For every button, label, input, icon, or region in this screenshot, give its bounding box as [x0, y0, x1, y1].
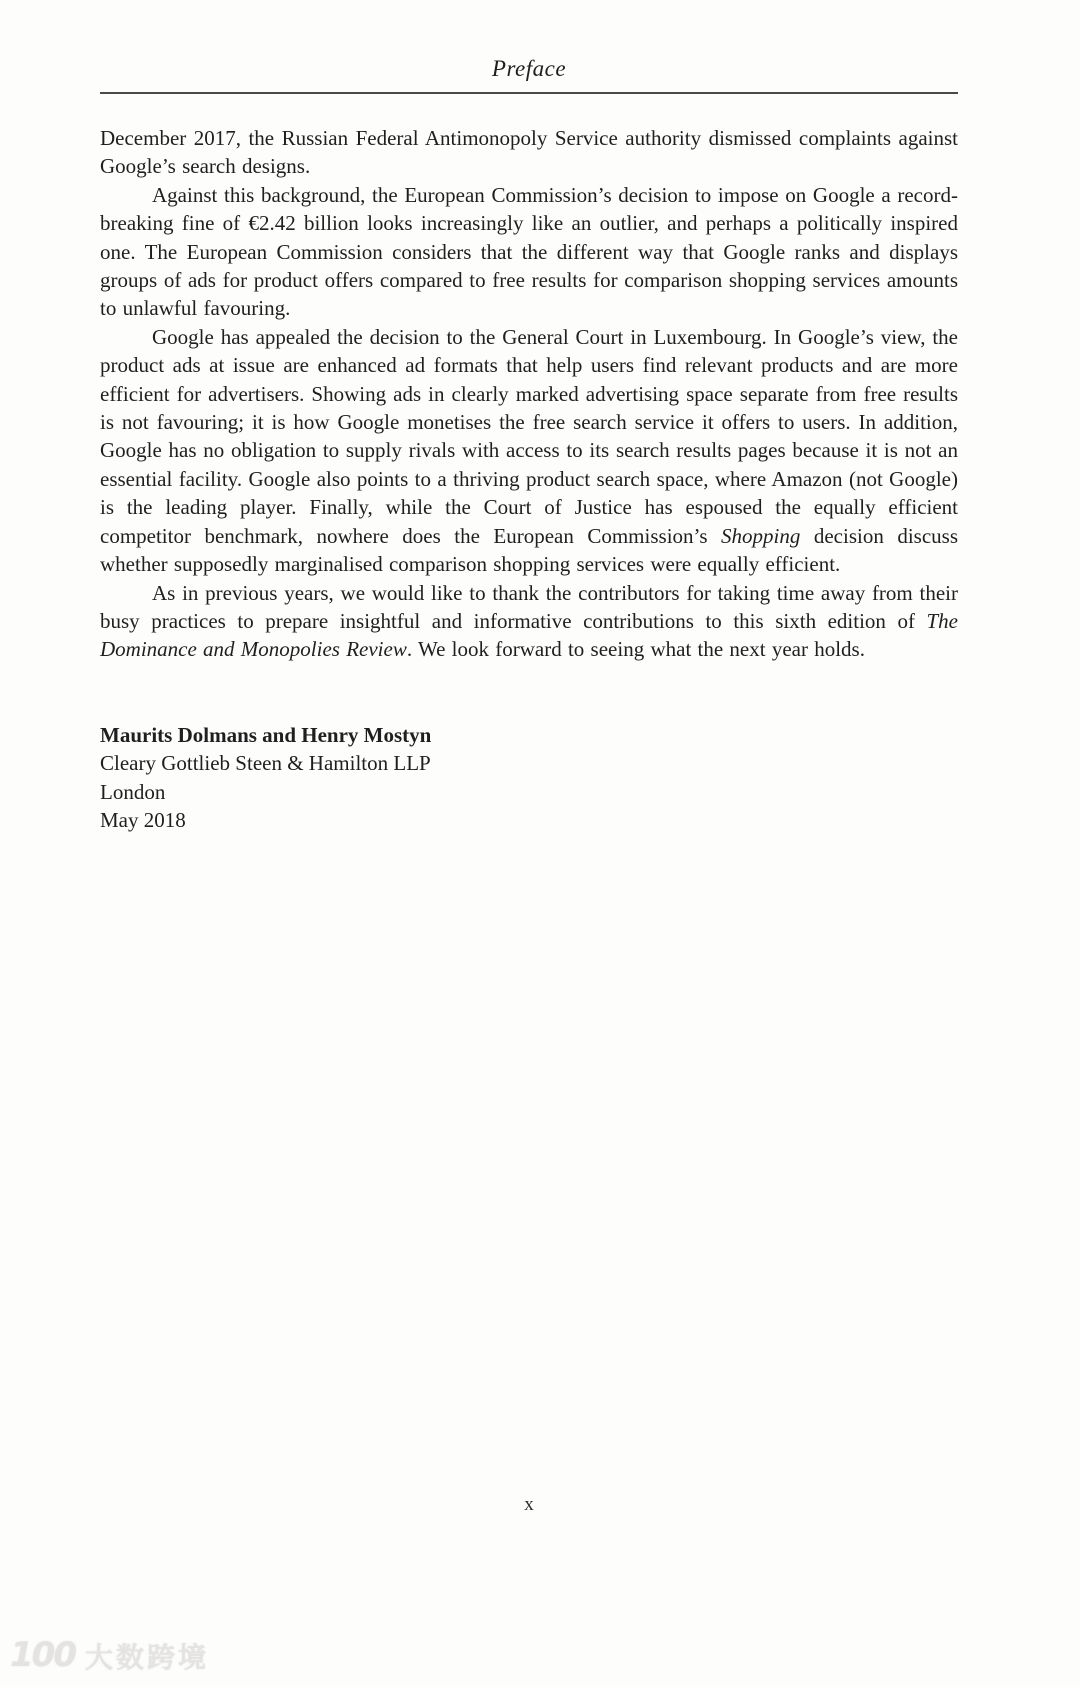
signature-block [100, 721, 958, 835]
text-run: As in previous years, we would like to thank the contributors for taking time away from their busy practices to prepare insightful and informative contributions to this sixth edition of [100, 580, 958, 633]
watermark [10, 1635, 209, 1675]
body-paragraph [100, 323, 958, 579]
watermark-brand-text: 大数跨境 [84, 1640, 209, 1674]
signature-city: London [100, 779, 166, 804]
italic-text-run: The Dominance and Monopolies Review [100, 608, 958, 662]
signature-firm: Cleary Gottlieb Steen & Hamilton LLP [100, 751, 431, 776]
page-number: x [524, 1494, 534, 1515]
text-run: . We look forward to seeing what the next year holds. [406, 637, 865, 662]
body-paragraphs [100, 124, 958, 664]
text-run: decision discuss whether supposedly marginalised comparison shopping services were equally efficient. [100, 523, 959, 577]
text-run: Against this background, the European Commission’s decision to impose on Google a record-breaking fine of €2.42 billion looks increasingly like an outlier, and perhaps a politically inspired one. The European Commission considers that the different way that Google ranks and displays groups of ads for product offers compared to free results for comparison shopping services amounts to unlawful favouring. [100, 182, 958, 321]
body-paragraph [100, 579, 958, 664]
running-header-title: Preface [491, 56, 567, 81]
signature-authors: Maurits Dolmans and Henry Mostyn [100, 722, 432, 747]
text-run: Google has appealed the decision to the General Court in Luxembourg. In Google’s view, the product ads at issue are enhanced ad formats that help users find relevant products and are more efficient for advertisers. Showing ads in clearly marked advertising space separate from free results is not favouring; it is how Google monetises the free search service it offers to users. In addition, Google has no obligation to supply rivals with access to its search results pages because it is not an essential facility. Google also points to a thriving product search space, where Amazon (not Google) is the leading player. Finally, while the Court of Justice has espoused the equally efficient competitor benchmark, nowhere does the European Commission’s [100, 324, 958, 548]
signature-date: May 2018 [100, 808, 186, 833]
header-divider [100, 92, 958, 94]
italic-text-run: Shopping [721, 523, 801, 548]
page-content [100, 56, 958, 835]
body-paragraph [100, 124, 958, 181]
text-run: December 2017, the Russian Federal Antimonopoly Service authority dismissed complaints against Google’s search designs. [100, 126, 958, 179]
body-paragraph [100, 181, 958, 323]
watermark-logo-icon: 100 [10, 1635, 75, 1675]
